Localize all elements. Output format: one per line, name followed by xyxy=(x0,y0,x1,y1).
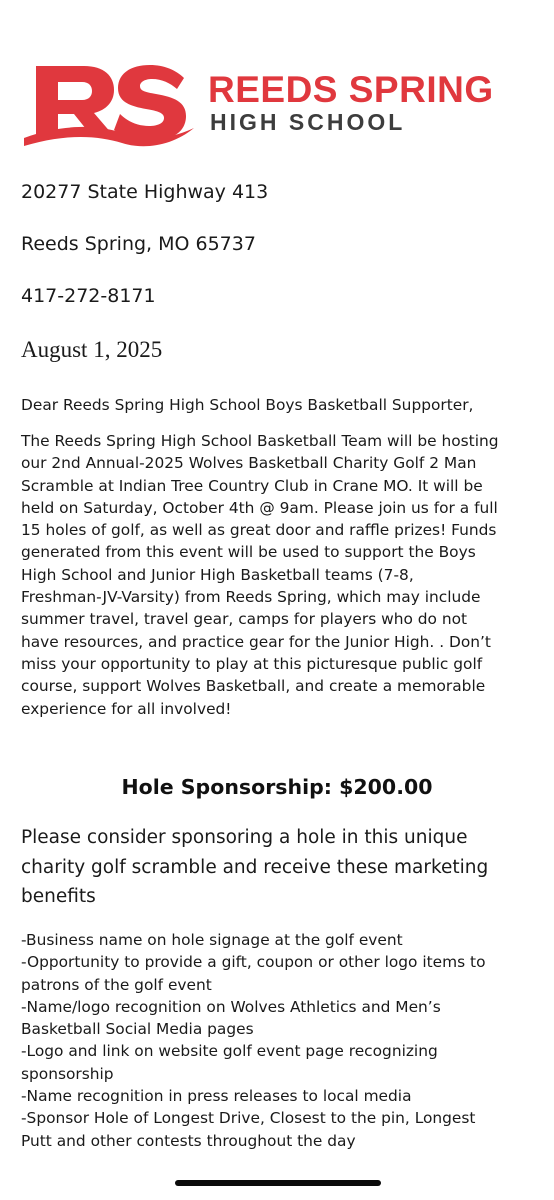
school-name: REEDS SPRING xyxy=(208,69,494,110)
phone-number: 417-272-8171 xyxy=(21,285,156,307)
benefit-item: -Business name on hole signage at the golf event xyxy=(21,931,403,949)
sponsorship-intro: Please consider sponsoring a hole in this unique charity golf scramble and receive these marketing benefits xyxy=(21,827,489,907)
benefit-item: -Sponsor Hole of Longest Drive, Closest to the pin, Longest Putt and other contests throughout the day xyxy=(21,1109,476,1150)
benefit-item: -Logo and link on website golf event page recognizing sponsorship xyxy=(21,1042,438,1083)
letter-body: The Reeds Spring High School Basketball Team will be hosting our 2nd Annual-2025 Wolves Basketball Charity Golf 2 Man Scramble at Indian Tree Country Club in Crane MO. It will be held on Saturday, October 4th @ 9am. Please join us for a full 15 holes of golf, as well as great door and raffle prizes! Funds generated from this event will be used to support the Boys High School and Junior High Basketball teams (7-8, Freshman-JV-Varsity) from Reeds Spring, which may include summer travel, travel gear, camps for players who do not have resources, and practice gear for the Junior High. . Don’t miss your opportunity to play at this picturesque public golf course, support Wolves Basketball, and create a memorable experience for all involved! xyxy=(21,432,499,718)
benefit-item: -Name/logo recognition on Wolves Athletics and Men’s Basketball Social Media pages xyxy=(21,997,441,1039)
letter-date: August 1, 2025 xyxy=(21,337,163,362)
letterhead xyxy=(22,50,542,150)
salutation: Dear Reeds Spring High School Boys Basketball Supporter, xyxy=(21,396,474,414)
benefits-list xyxy=(21,929,546,1152)
address-street: 20277 State Highway 413 xyxy=(21,181,269,203)
benefit-item: -Name recognition in press releases to local media xyxy=(21,1087,412,1106)
school-subtitle: HIGH SCHOOL xyxy=(210,109,406,135)
benefit-item: -Opportunity to provide a gift, coupon or other logo items to patrons of the golf event xyxy=(21,953,486,994)
home-indicator[interactable] xyxy=(175,1180,381,1186)
address-city: Reeds Spring, MO 65737 xyxy=(21,233,256,255)
sponsorship-heading: Hole Sponsorship: $200.00 xyxy=(121,775,433,799)
school-logo xyxy=(22,50,197,150)
